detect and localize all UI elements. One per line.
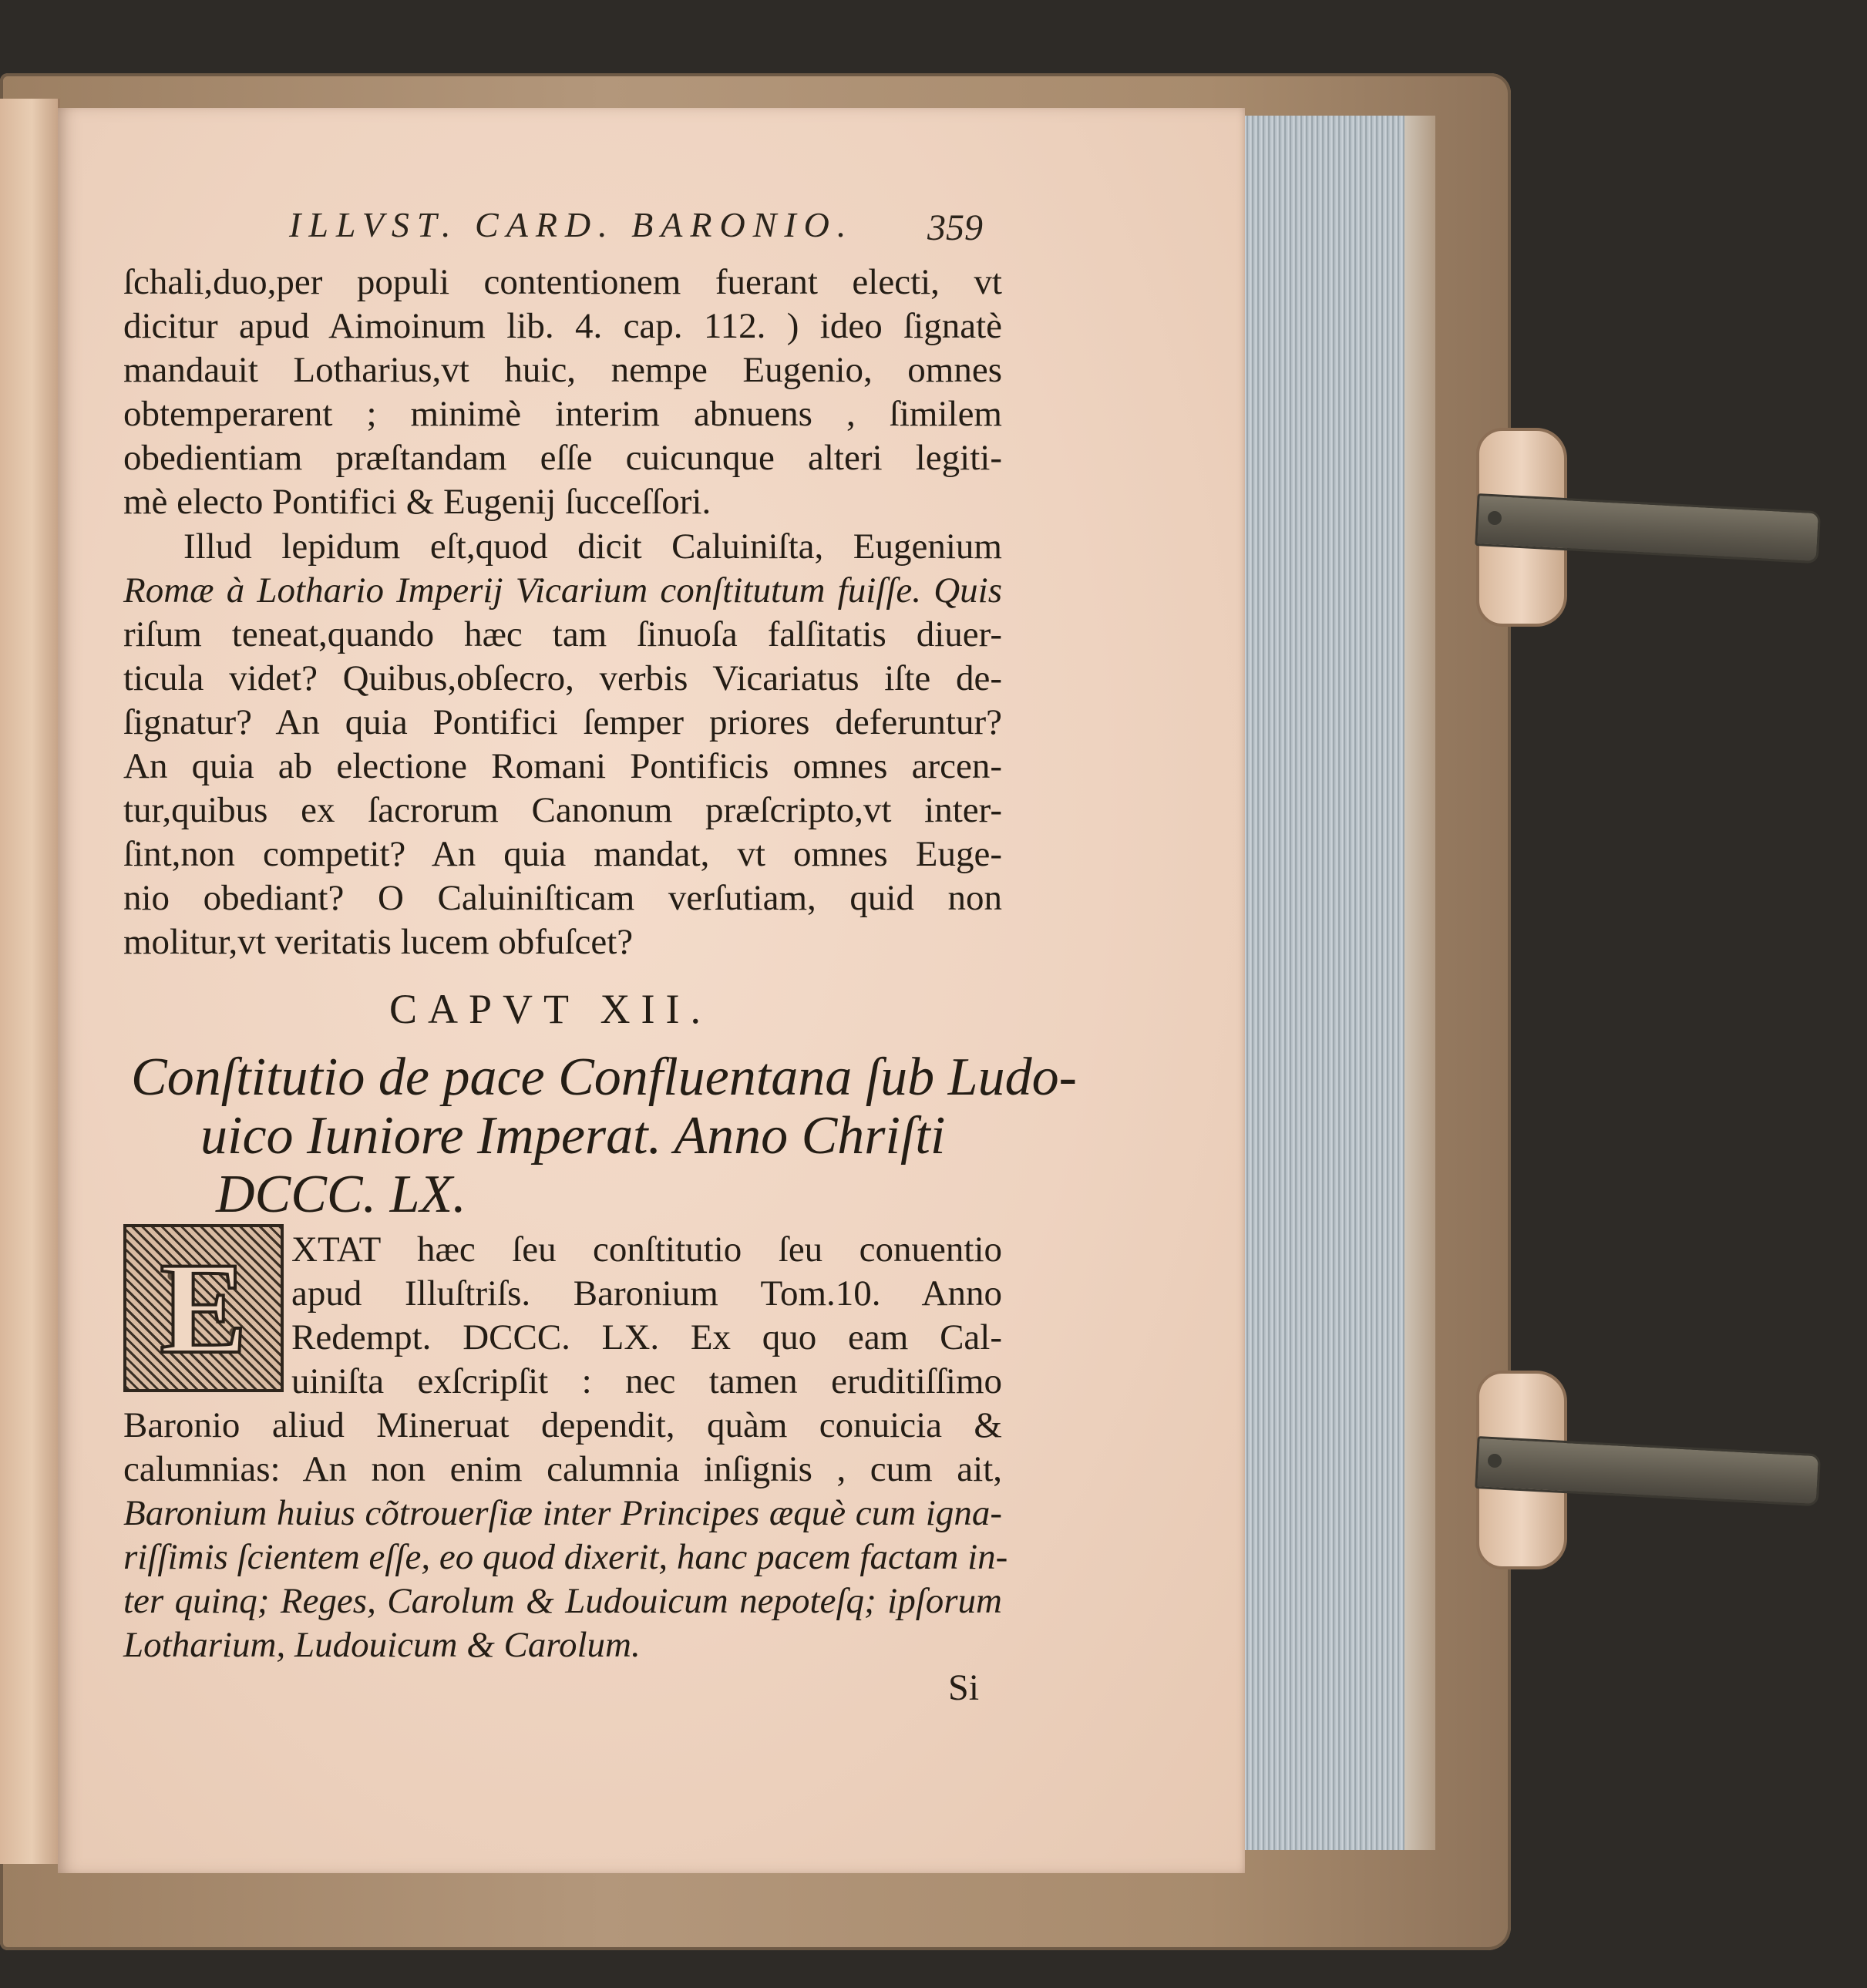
page-number: 359 <box>927 207 983 248</box>
text-line: ſignatur? An quia Pontifici ſemper priores deferuntur? <box>123 702 1002 742</box>
text-line: ſint,non competit? An quia mandat, vt omnes Euge- <box>123 834 1002 874</box>
text-line: apud Illuſtriſs. Baronium Tom.10. Anno <box>291 1273 1002 1314</box>
text-line: mandauit Lotharius,vt huic, nempe Eugenio, omnes <box>123 350 1002 390</box>
text-line: Romæ à Lothario Imperij Vicarium conſtitutum fuiſſe. Quis <box>123 570 1002 611</box>
text-line: ſchali,duo,per populi contentionem fuerant electi, vt <box>123 262 1002 302</box>
text-line: XTAT hæc ſeu conſtitutio ſeu conuentio <box>291 1229 1002 1270</box>
drop-cap-letter: E <box>160 1236 247 1381</box>
catchword: Si <box>948 1667 980 1708</box>
text-line: Redempt. DCCC. LX. Ex quo eam Cal- <box>291 1317 1002 1357</box>
text-line: dicitur apud Aimoinum lib. 4. cap. 112. ) ideo ſignatè <box>123 306 1002 346</box>
text-line: obtemperarent ; minimè interim abnuens , ſimilem <box>123 394 1002 434</box>
text-line: ter quinq; Reges, Carolum & Ludouicum nepoteſq; ipſorum <box>123 1581 1002 1621</box>
text-line: calumnias: An non enim calumnia inſignis , cum ait, <box>123 1449 1002 1489</box>
text-line: nio obediant? O Caluiniſticam verſutiam, quid non <box>123 878 1002 918</box>
text-line: mè electo Pontifici & Eugenij ſucceſſori. <box>123 482 711 522</box>
clasp-rivet <box>1488 1454 1502 1468</box>
chapter-title-line: Conſtitutio de pace Confluentana ſub Ludo- <box>131 1048 1077 1107</box>
chapter-heading: CAPVT XII. <box>389 986 712 1032</box>
fore-edge-page-block <box>1241 116 1410 1850</box>
text-line: Lotharium, Ludouicum & Carolum. <box>123 1625 641 1665</box>
text-line: ticula videt? Quibus,obſecro, verbis Vicariatus iſte de- <box>123 658 1002 698</box>
text-line: An quia ab electione Romani Pontificis omnes arcen- <box>123 746 1002 786</box>
previous-page-edge <box>0 99 60 1864</box>
decorated-initial <box>123 1224 284 1392</box>
binding-edge <box>1404 116 1435 1850</box>
text-line: obedientiam præſtandam eſſe cuicunque alteri legiti- <box>123 438 1002 478</box>
text-line: uiniſta exſcripſit : nec tamen eruditiſſimo <box>291 1361 1002 1401</box>
text-line: Baronio aliud Mineruat dependit, quàm conuicia & <box>123 1405 1002 1445</box>
clasp-rivet <box>1488 511 1502 525</box>
text-line: riſſimis ſcientem eſſe, eo quod dixerit, hanc pacem factam in- <box>123 1537 1008 1577</box>
running-head: ILLVST. CARD. BARONIO. <box>289 205 854 244</box>
chapter-title-line: uico Iuniore Imperat. Anno Chriſti <box>200 1106 946 1166</box>
text-line: tur,quibus ex ſacrorum Canonum præſcripto,vt inter- <box>123 790 1002 830</box>
text-line: molitur,vt veritatis lucem obfuſcet? <box>123 922 634 962</box>
chapter-title-line: DCCC. LX. <box>216 1165 466 1224</box>
text-line: riſum teneat,quando hæc tam ſinuoſa falſitatis diuer- <box>123 614 1002 654</box>
text-line: Baronium huius cõtrouerſiæ inter Principes æquè cum igna- <box>123 1493 1002 1533</box>
text-line: Illud lepidum eſt,quod dicit Caluiniſta, Eugenium <box>183 526 1002 567</box>
